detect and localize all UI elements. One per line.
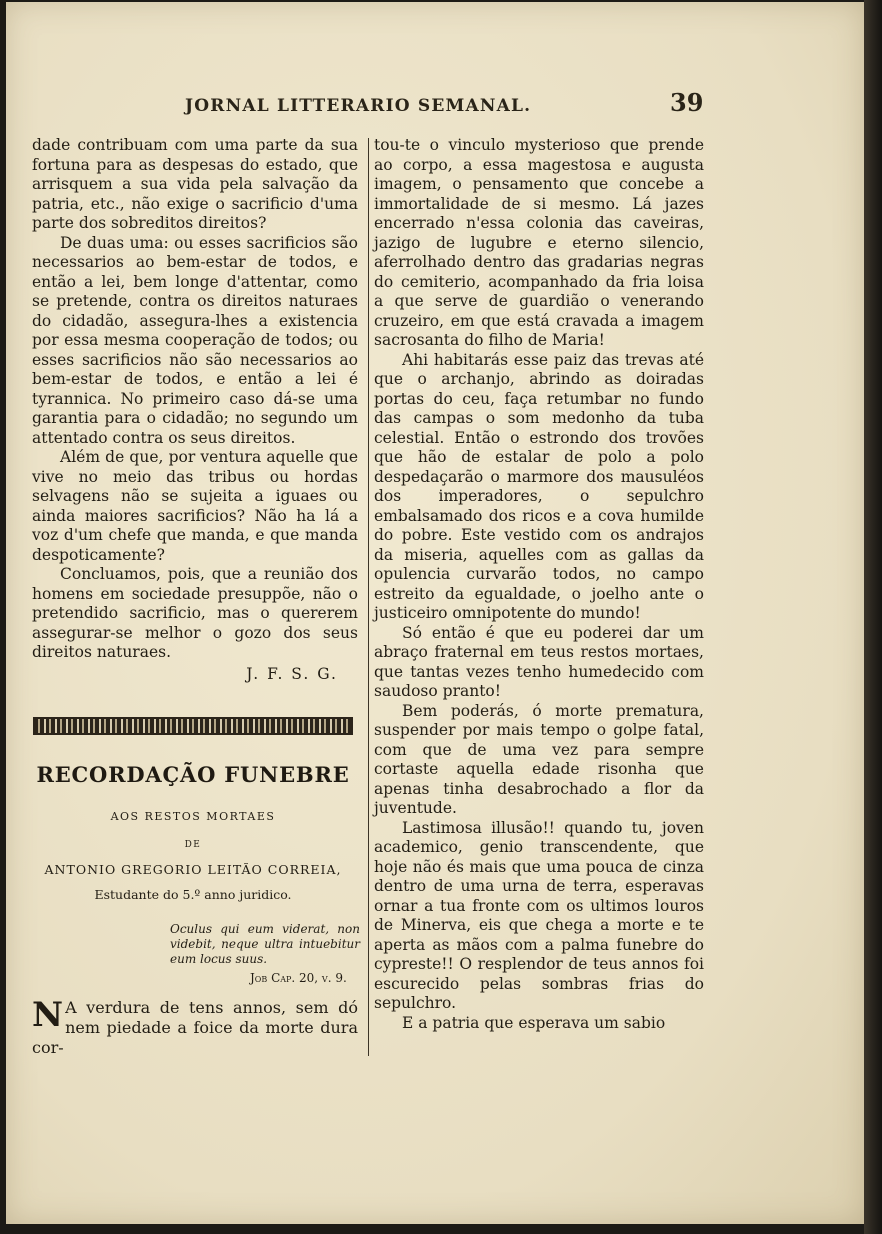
ornamental-divider [33,717,353,735]
column-rule [368,138,369,1056]
paragraph: E a patria que esperava um sabio [402,1013,666,1032]
right-column [374,136,704,1033]
paragraph: De duas uma: ou esses sacrificios são necessarios ao bem-estar de todos, e então a lei, bem longe d'attentar, como se pretende, contra os direitos naturaes do cidadão, assegura-lhes a existencia por essa mesma cooperação de todos; ou esses sacrificios não são necessarios ao bem-estar de todos, e então a lei é tyrannica. No primeiro caso dá-se uma garantia para o cidadão; no segundo um attentado contra os seus direitos. [32,233,358,447]
paragraph: Concluamos, pois, que a reunião dos homens em sociedade presuppõe, não o pretendido sacrificio, mas o quererem assegurar-se melhor o gozo dos seus direitos naturaes. [32,565,358,661]
author-signature: J. F. S. G. [246,664,338,683]
paragraph: Bem poderás, ó morte prematura, suspender por mais tempo o golpe fatal, com que de uma vez para sempre cortaste aquella edade risonha que apenas tinha desabrochado a flor da juventude. [374,701,704,817]
section-subtitle: AOS RESTOS MORTAES [110,810,276,823]
paragraph: Além de que, por ventura aquelle que vive no meio das tribus ou hordas selvagens não se sujeita a iguaes ou ainda maiores sacrificios? Não ha lá a voz d'um chefe que manda, e que manda despoticamente? [32,448,358,564]
left-column [32,136,358,684]
paragraph: dade contribuam com uma parte da sua fortuna para as despesas do estado, que arrisquem a sua vida pela salvação da patria, etc., não exige o sacrificio d'uma parte dos sobreditos direitos? [32,136,358,232]
opening-paragraph [32,995,358,1058]
section-title: RECORDAÇÃO FUNEBRE [36,762,350,787]
student-description: Estudante do 5.º anno juridico. [94,887,292,902]
paragraph: Ahi habitarás esse paiz das trevas até que o archanjo, abrindo as doiradas portas do ceu, faça retumbar no fundo das campas o som medonho da tuba celestial. Então o estrondo dos trovões que hão de estalar de polo a polo despedaçarão o marmore dos mausuléos dos imperadores, o sepulchro embalsamado dos ricos e a cova humilde do pobre. Este vestido com os andrajos da miseria, aquelles com as gallas da opulencia curvarão todos, no campo estreito da egualdade, o joelho ante o justiceiro omnipotente do mundo! [374,350,704,622]
epigraph: Oculus qui eum viderat, non videbit, neque ultra intuebitur eum locus suus. [170,922,360,966]
page-edge-shadow [864,0,882,1234]
paragraph: tou-te o vinculo mysterioso que prende ao corpo, a essa magestosa e augusta imagem, o pensamento que concebe a immortalidade de si mesmo. Lá jazes encerrado n'essa colonia das caveiras, jazigo de lugubre e eterno silencio, aferrolhado dentro das gradarias negras do cemiterio, acompanhado da fria loisa a que serve de guardião o venerando cruzeiro, em que está cravada a imagem sacrosanta do filho de Maria! [374,136,704,349]
section-subtitle-de: DE [184,840,202,850]
deceased-name: ANTONIO GREGORIO LEITÃO CORREIA, [44,862,342,877]
drop-cap: N [32,995,64,1035]
opening-text: A verdura de tens annos, sem dó nem piedade a foice da morte dura cor- [32,998,358,1057]
paragraph: Só então é que eu poderei dar um abraço fraternal em teus restos mortaes, que tantas vezes tenho humedecido com saudoso pranto! [374,623,704,700]
epigraph-reference: Job Cap. 20, v. 9. [250,971,347,985]
running-header: JORNAL LITTERARIO SEMANAL. [185,96,532,116]
paragraph: Lastimosa illusão!! quando tu, joven academico, genio transcendente, que hoje não és mais que uma pouca de cinza dentro de uma urna de terra, esperavas ornar a tua fronte com os ultimos louros de Minerva, eis que chega a morte e te aperta as mãos com a palma funebre do cypreste!! O resplendor de teus annos foi escurecido pelas sombras frias do sepulchro. [374,818,704,1012]
page-number: 39 [670,88,704,117]
